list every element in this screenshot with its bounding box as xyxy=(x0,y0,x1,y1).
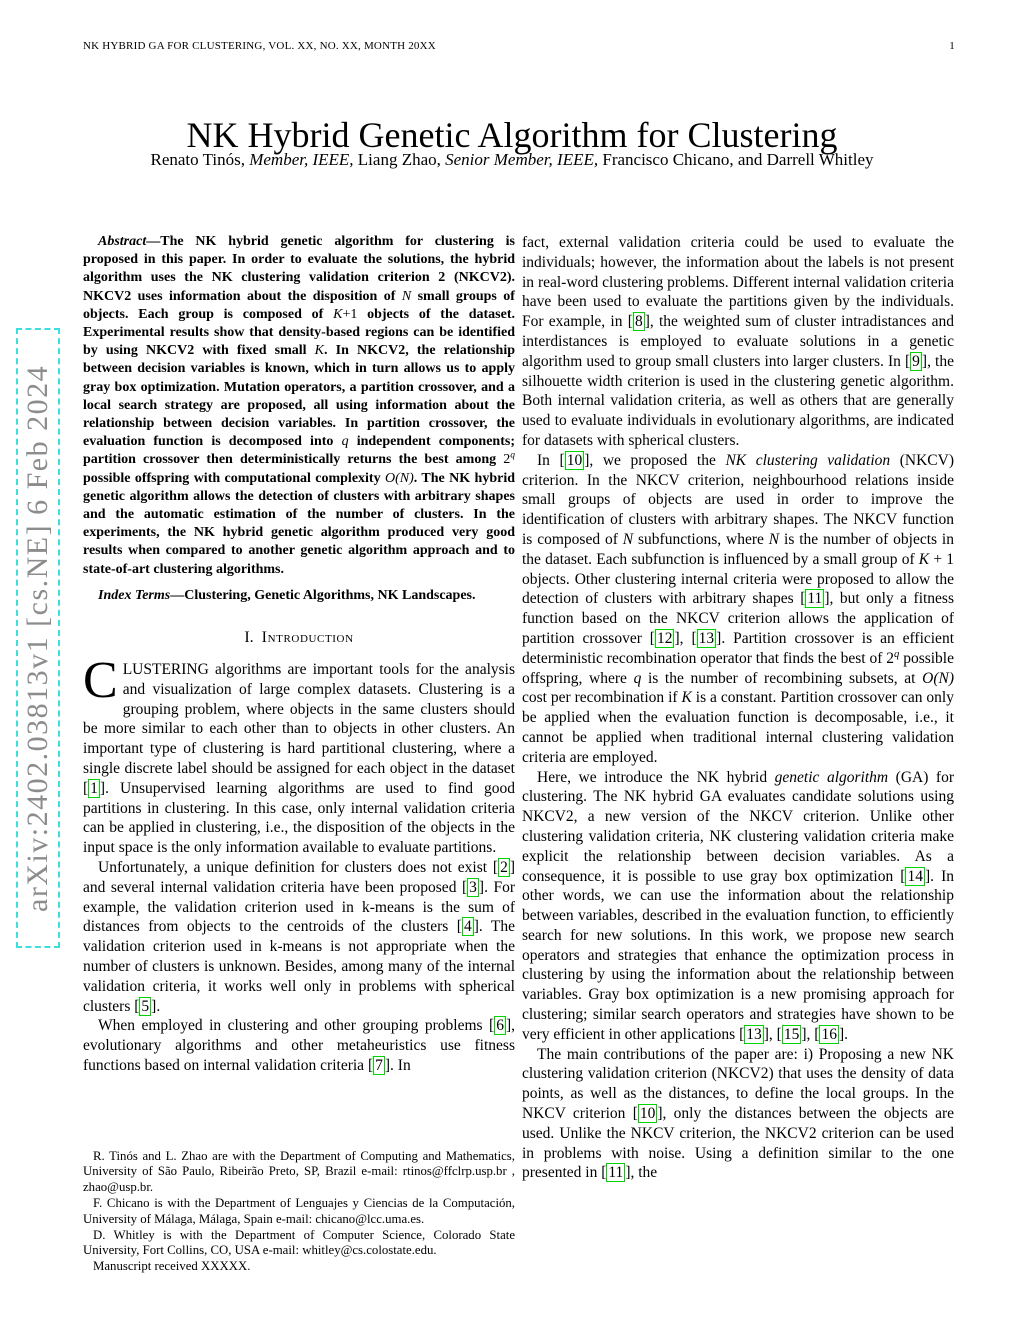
paragraph: When employed in clustering and other grouping problems [ 6 ], evolutionary algorithms and other metaheuristics use fitness functions based on internal validation criteria [ 7 ]. In xyxy=(83,1017,515,1074)
citation-link[interactable]: 5 xyxy=(141,997,150,1015)
citation-link[interactable]: 12 xyxy=(656,629,673,647)
running-header xyxy=(83,40,955,52)
paper-title: NK Hybrid Genetic Algorithm for Clustering xyxy=(186,115,838,156)
citation-link[interactable]: 3 xyxy=(469,878,477,896)
citation-link[interactable]: 16 xyxy=(821,1025,837,1043)
paragraph: Index Terms—Clustering, Genetic Algorithms, NK Landscapes. xyxy=(98,587,476,603)
paragraph: D. Whitley is with the Department of Computer Science, Colorado State University, Fort Collins, CO, USA e-mail: whitley@cs.colostate.edu. xyxy=(83,1227,515,1258)
citation-link[interactable]: 11 xyxy=(807,590,823,608)
section-heading-introduction xyxy=(83,629,515,647)
citation-link[interactable]: 11 xyxy=(608,1164,624,1182)
paragraph: CLUSTERING algorithms are important tools for the analysis and visualization of large complex datasets. Clustering is a grouping problem, where objects in the same clusters should be more similar to each other than to objects in other clusters. An important type of clustering is hard partitional clustering, where a single discrete label should be assigned for each object in the dataset [ 1 ]. Unsupervised learning algorithms are used to find good partitions in clustering. In this case, only internal validation criteria can be applied in clustering, i.e., the disposition of the objects in the input space is the only information available to evaluate partitions. xyxy=(83,652,515,857)
citation-link[interactable]: 10 xyxy=(566,451,583,469)
journal-info: NK HYBRID GA FOR CLUSTERING, VOL. XX, NO. XX, MONTH 20XX xyxy=(83,40,436,52)
citation-link[interactable]: 13 xyxy=(698,629,715,647)
abstract-section xyxy=(83,233,515,605)
paragraph: The main contributions of the paper are: i) Proposing a new NK clustering validation criterion (NKCV2) that uses the density of data points, as well as the distances, to define the local groups. In the NKCV criterion [ 10 ], only the distances between the objects are used. Unlike the NKCV criterion, the NKCV2 criterion can be used in problems with noise. Using a definition similar to the one presented in [ 11 ], the xyxy=(522,1045,954,1182)
citation-link[interactable]: 1 xyxy=(90,779,98,797)
paragraph: fact, external validation criteria could be used to evaluate the individuals; however, the information about the labels is not present in real-word clustering problems. Different internal validation criteria have been used to evaluate the partitions given by the individuals. For example, in [ 8 ], the weighted sum of cluster intradistances and interdistances is employed to evaluate solutions in a genetic algorithm used to group small clusters into larger clusters. In [ 9 ], the silhouette width criterion is used in the clustering genetic algorithm. Both internal validation criteria, as well as others that are generally used to evaluate individuals in evolutionary algorithms, are indicated for datasets with spherical clusters. xyxy=(522,234,954,449)
paragraph: Here, we introduce the NK hybrid genetic algorithm (GA) for clustering. The NK hybrid GA evaluates candidate solutions using NKCV2, a new version of the NKCV criterion. Unlike other clustering validation criteria, NK clustering validation criteria make explicit the relationship between decision variables. As a consequence, it is possible to use gray box optimization [ 14 ]. In other words, we can use the information about the relationship between variables, described in the evaluation function, to efficiently search for new solutions. In this work, we propose new search operators and strategies that enhance the optimization process in clustering by using the information about the relationship between variables. Gray box optimization is a new promising approach for clustering; similar search operators and strategies have shown to be very efficient in other applications [ 13 ], [ 15 ], [ 16 ]. xyxy=(522,768,954,1043)
introduction-text xyxy=(83,652,515,1076)
paragraph: In [ 10 ], we proposed the NK clustering validation (NKCV) criterion. In the NKCV criterion, neighbourhood relations inside small groups of objects are used in order to improve the identification of clusters with arbitrary shapes. The NKCV function is composed of N subfunctions, where N is the number of objects in the dataset. Each subfunction is influenced by a small group of K + 1 objects. Other clustering internal criteria were proposed to allow the detection of clusters with arbitrary shapes [ 11 ], but only a fitness function based on the NKCV criterion allows the application of partition crossover [ 12 ], [ 13 ]. Partition crossover is an efficient deterministic recombination operator that finds the best of 2$^q$ possible offspring, where q is the number of recombining subsets, at O(N) cost per recombination if K is a constant. Partition crossover can only be applied when the evaluation function is decomposable, i.e., it cannot be applied when traditional internal clustering validation criteria are employed. xyxy=(522,451,954,766)
paragraph: Manuscript received XXXXX. xyxy=(93,1259,251,1274)
paragraph: Abstract—The NK hybrid genetic algorithm for clustering is proposed in this paper. In order to evaluate the solutions, the hybrid algorithm uses the NK clustering validation criterion 2 (NKCV2). NKCV2 uses information about the disposition of N small groups of objects. Each group is composed of K+1 objects of the dataset. Experimental results show that density-based regions can be identified by using NKCV2 with fixed small K. In NKCV2, the relationship between decision variables is known, which in turn allows us to apply gray box optimization. Mutation operators, a partition crossover, and a local search strategy are proposed, all using information about the relationship between decision variables. In partition crossover, the evaluation function is decomposed into q independent components; partition crossover then deterministically returns the best among 2$^q$ possible offspring with computational complexity O(N). The NK hybrid genetic algorithm allows the detection of clusters with arbitrary shapes and the automatic estimation of the number of clusters. In the experiments, the NK hybrid genetic algorithm produced very good results when compared to another genetic algorithm approach and to state-of-art clustering algorithms. xyxy=(83,234,516,577)
citation-link[interactable]: 7 xyxy=(375,1057,383,1074)
citation-link[interactable]: 6 xyxy=(496,1017,504,1035)
left-column xyxy=(83,233,515,1275)
paragraph: Unfortunately, a unique definition for clusters does not exist [ 2 ] and several internal validation criteria have been proposed [ 3 ]. For example, the validation criterion used in k-means is the sum of distances from objects to the centroids of the clusters [ 4 ]. The validation criterion used in k-means is not appropriate when the number of clusters is unknown. Besides, among many of the internal validation criteria, it works well only in problems with spherical clusters [ 5 ]. xyxy=(83,859,515,1015)
author-footnotes xyxy=(83,1149,515,1275)
right-column xyxy=(522,233,954,1183)
citation-link[interactable]: 2 xyxy=(500,859,508,877)
section-number: I. xyxy=(244,629,254,647)
citation-link[interactable]: 13 xyxy=(746,1025,762,1043)
citation-link[interactable]: 8 xyxy=(634,313,643,331)
section-title: Introduction xyxy=(261,629,354,647)
drop-cap: C xyxy=(83,652,118,710)
citation-link[interactable]: 10 xyxy=(639,1105,656,1123)
paragraph: R. Tinós and L. Zhao are with the Department of Computing and Mathematics, University of São Paulo, Ribeirão Preto, SP, Brazil e-mail: rtinos@ffclrp.usp.br , zhao@usp.br. xyxy=(83,1148,515,1195)
page-number: 1 xyxy=(949,40,955,52)
author-line: Renato Tinós, Member, IEEE, Liang Zhao, Senior Member, IEEE, Francisco Chicano, and Darrell Whitley xyxy=(150,150,874,169)
arxiv-watermark: arXiv:2402.03813v1 [cs.NE] 6 Feb 2024 xyxy=(16,328,60,948)
citation-link[interactable]: 15 xyxy=(783,1025,800,1043)
citation-link[interactable]: 9 xyxy=(912,352,920,370)
paragraph: F. Chicano is with the Department of Lenguajes y Ciencias de la Computación, University of Málaga, Málaga, Spain e-mail: chicano@lcc.uma.es. xyxy=(83,1196,515,1226)
citation-link[interactable]: 14 xyxy=(907,867,923,885)
citation-link[interactable]: 4 xyxy=(463,918,472,936)
